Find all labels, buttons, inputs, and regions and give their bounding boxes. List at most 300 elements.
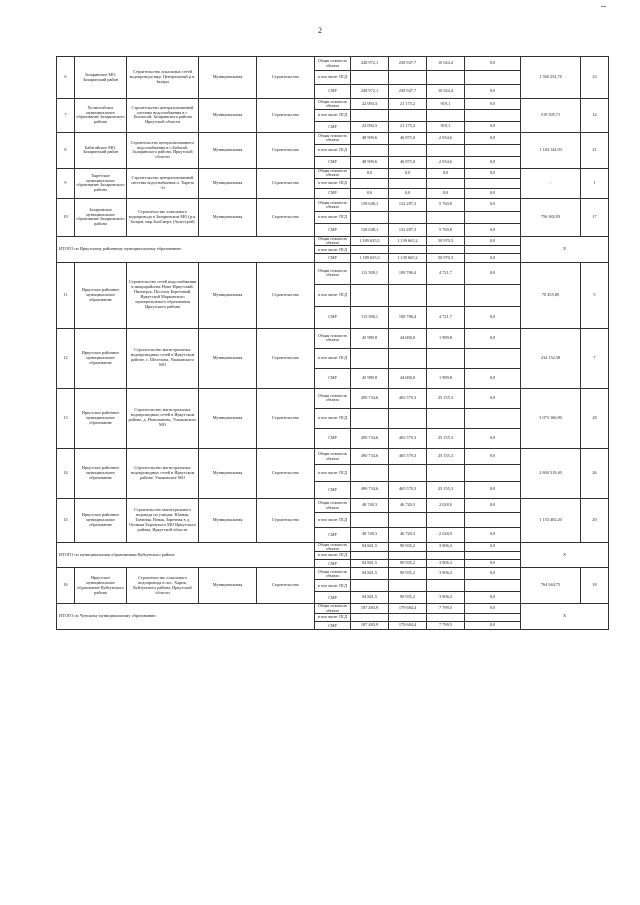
value-cell-b: 1 139 665,2: [389, 254, 427, 262]
table-row: [57, 568, 609, 580]
table-row: [57, 198, 609, 211]
summary-label: ИТОГО по Иркутскому районному муниципальному образованию:: [57, 236, 315, 262]
value-cell-a: 45 989,8: [351, 368, 389, 388]
count-cell: 23: [581, 57, 609, 99]
value-cell-a: 1 189 635,5: [351, 236, 389, 245]
ownership-cell: Муниципальная: [199, 262, 257, 328]
work-type-cell: Строительство: [257, 568, 315, 604]
ownership-cell: Муниципальная: [199, 498, 257, 542]
work-type-cell: Строительство: [257, 448, 315, 498]
row-number: 9: [57, 168, 75, 198]
value-cell-a: [351, 284, 389, 306]
amount-cell: 3 073 166,90: [521, 388, 581, 448]
value-cell-c: [427, 110, 465, 121]
value-cell-d: [465, 110, 521, 121]
value-cell-c: 919,1: [427, 121, 465, 132]
ownership-cell: Муниципальная: [199, 57, 257, 99]
value-cell-a: [351, 144, 389, 156]
value-cell-a: 48 748,3: [351, 498, 389, 513]
value-cell-b: 90 935,2: [389, 592, 427, 604]
amount-cell: 519 505,71: [521, 99, 581, 133]
row-number: 11: [57, 262, 75, 328]
cost-type-label: СМР: [315, 85, 351, 99]
amount-cell: 234 152,38: [521, 328, 581, 388]
object-cell: Строительство централизованного водоснабжения в с.Бабагай, Заларинского района, Иркутской области: [127, 132, 199, 168]
value-cell-c: [427, 178, 465, 188]
value-cell-d: 0,0: [465, 528, 521, 543]
cost-type-label: СМР: [315, 306, 351, 328]
cost-type-label: СМР: [315, 188, 351, 198]
value-cell-a: 113 508,1: [351, 306, 389, 328]
row-number: 12: [57, 328, 75, 388]
value-cell-b: 90 935,2: [389, 542, 427, 551]
value-cell-b: 46 720,3: [389, 498, 427, 513]
value-cell-d: 0,0: [465, 306, 521, 328]
value-cell-d: 0,0: [465, 254, 521, 262]
municipality-cell: Холмогойское муниципальное образование Заларинского района: [75, 99, 127, 133]
object-cell: Строительство локальных сетей водопровода мкр. Центральный р.п. Залари: [127, 57, 199, 99]
ownership-cell: Муниципальная: [199, 568, 257, 604]
table-row: [57, 99, 609, 110]
value-cell-d: [465, 513, 521, 528]
work-type-cell: Строительство: [257, 388, 315, 448]
cost-type-label: в том числе: ПСД: [315, 246, 351, 254]
page-number: 2: [318, 26, 322, 35]
value-cell-c: [427, 551, 465, 559]
cost-type-label: в том числе: ПСД: [315, 211, 351, 224]
cost-type-label: СМР: [315, 621, 351, 629]
summary-row: [57, 542, 609, 551]
count-cell: 1: [581, 168, 609, 198]
value-cell-a: [351, 110, 389, 121]
value-cell-c: 0,0: [427, 188, 465, 198]
value-cell-b: 21 175,2: [389, 121, 427, 132]
value-cell-c: [427, 144, 465, 156]
value-cell-c: 4 721,7: [427, 262, 465, 284]
ownership-cell: Муниципальная: [199, 328, 257, 388]
ownership-cell: Муниципальная: [199, 448, 257, 498]
value-cell-a: [351, 211, 389, 224]
table-row: [57, 448, 609, 465]
value-cell-b: [389, 178, 427, 188]
value-cell-b: [389, 211, 427, 224]
cost-type-label: СМР: [315, 528, 351, 543]
work-type-cell: Строительство: [257, 132, 315, 168]
table-row: [57, 57, 609, 71]
value-cell-d: [465, 211, 521, 224]
value-cell-c: [427, 513, 465, 528]
cost-type-label: СМР: [315, 368, 351, 388]
value-cell-b: 465 579,3: [389, 448, 427, 465]
value-cell-c: 0,0: [427, 168, 465, 178]
value-cell-c: 2 028,0: [427, 498, 465, 513]
value-cell-a: 45 989,8: [351, 328, 389, 348]
value-cell-d: 0,0: [465, 236, 521, 245]
cost-type-label: в том числе: ПСД: [315, 408, 351, 428]
value-cell-a: 490 734,6: [351, 482, 389, 499]
value-cell-c: 4 721,7: [427, 306, 465, 328]
value-cell-c: [427, 284, 465, 306]
table-row: [57, 498, 609, 513]
value-cell-a: [351, 513, 389, 528]
value-cell-b: 44 000,0: [389, 368, 427, 388]
amount-cell: 70 455,80: [521, 262, 581, 328]
value-cell-c: 5 760,8: [427, 224, 465, 237]
amount-cell: 1 153 402,20: [521, 498, 581, 542]
work-type-cell: Строительство: [257, 99, 315, 133]
value-cell-b: 465 579,3: [389, 428, 427, 448]
object-cell: Строительство централизованной системы водоснабжения п. Тыреть -1е: [127, 168, 199, 198]
value-cell-c: [427, 246, 465, 254]
value-cell-d: 0,0: [465, 592, 521, 604]
value-cell-c: 3 906,3: [427, 542, 465, 551]
row-number: 7: [57, 99, 75, 133]
value-cell-d: [465, 551, 521, 559]
value-cell-a: 248 972,1: [351, 57, 389, 71]
value-cell-d: 0,0: [465, 448, 521, 465]
value-cell-d: 0,0: [465, 568, 521, 580]
municipality-cell: Заларинское муниципальное образование Заларинского района: [75, 198, 127, 236]
summary-x-cell: X: [521, 604, 609, 630]
value-cell-a: 22 094,3: [351, 121, 389, 132]
value-cell-a: 94 841,5: [351, 568, 389, 580]
value-cell-d: [465, 348, 521, 368]
cost-type-label: в том числе: ПСД: [315, 348, 351, 368]
cost-type-label: Общая стоимость объекта: [315, 99, 351, 110]
row-number: 14: [57, 448, 75, 498]
ownership-cell: Муниципальная: [199, 388, 257, 448]
value-cell-c: 1 989,8: [427, 368, 465, 388]
value-cell-c: 3 906,3: [427, 560, 465, 568]
value-cell-b: [389, 144, 427, 156]
table-row: [57, 168, 609, 178]
value-cell-c: 50 970,3: [427, 254, 465, 262]
value-cell-b: [389, 71, 427, 85]
value-cell-a: 490 734,6: [351, 448, 389, 465]
municipality-cell: Заларинское МО, Заларинский район: [75, 57, 127, 99]
value-cell-d: 0,0: [465, 542, 521, 551]
value-cell-b: [389, 408, 427, 428]
row-number: 6: [57, 57, 75, 99]
projects-table: [56, 56, 609, 630]
value-cell-d: [465, 408, 521, 428]
value-cell-c: [427, 408, 465, 428]
municipality-cell: Бабагайское МО, Заларинский район: [75, 132, 127, 168]
value-cell-c: 25 155,3: [427, 388, 465, 408]
row-number: 10: [57, 198, 75, 236]
cost-type-label: СМР: [315, 121, 351, 132]
count-cell: 17: [581, 198, 609, 236]
ownership-cell: Муниципальная: [199, 99, 257, 133]
value-cell-b: 1 139 665,2: [389, 236, 427, 245]
cost-type-label: СМР: [315, 224, 351, 237]
value-cell-a: 48 909,6: [351, 132, 389, 144]
value-cell-b: 132 287,3: [389, 224, 427, 237]
object-cell: Строительство локального водопровода в Заларинском МО (р.п. Залари, мкр.ЗилСмерт, (Залестрой): [127, 198, 199, 236]
value-cell-b: 46 720,3: [389, 528, 427, 543]
value-cell-b: 90 935,2: [389, 568, 427, 580]
value-cell-d: [465, 465, 521, 482]
object-cell: Строительство магистрального водовода по улицам: Южная, Таёжная, Новая, Заречная в д. Огоньки Боровского МО Иркутского района, Иркутской области: [127, 498, 199, 542]
work-type-cell: Строительство: [257, 198, 315, 236]
value-cell-b: 238 947,7: [389, 85, 427, 99]
table-row: [57, 328, 609, 348]
count-cell: 21: [581, 132, 609, 168]
row-number: 15: [57, 498, 75, 542]
value-cell-b: [389, 551, 427, 559]
summary-label: ИТОГО по муниципальным образованиям Куйтунского района: [57, 542, 315, 568]
cost-type-label: в том числе: ПСД: [315, 580, 351, 592]
value-cell-a: 0,0: [351, 188, 389, 198]
value-cell-a: 48 909,6: [351, 156, 389, 168]
value-cell-c: [427, 71, 465, 85]
value-cell-b: 238 947,7: [389, 57, 427, 71]
value-cell-a: 187 483,9: [351, 621, 389, 629]
work-type-cell: Строительство: [257, 498, 315, 542]
row-number: 16: [57, 568, 75, 604]
value-cell-a: [351, 465, 389, 482]
value-cell-c: 7 799,5: [427, 621, 465, 629]
value-cell-b: 179 684,4: [389, 604, 427, 613]
object-cell: Строительство магистральных водопроводных сетей в Иркутском районе, Ушаковское МО: [127, 448, 199, 498]
ownership-cell: Муниципальная: [199, 168, 257, 198]
amount-cell: 756 382,93: [521, 198, 581, 236]
value-cell-a: [351, 246, 389, 254]
value-cell-b: 21 175,2: [389, 99, 427, 110]
municipality-cell: Иркутское районное муниципальное образование: [75, 498, 127, 542]
value-cell-b: 179 684,4: [389, 621, 427, 629]
municipality-cell: Тыретское муниципальное образование Заларинского района: [75, 168, 127, 198]
value-cell-a: 94 841,5: [351, 592, 389, 604]
value-cell-b: 0,0: [389, 168, 427, 178]
value-cell-b: [389, 580, 427, 592]
value-cell-d: 0,0: [465, 99, 521, 110]
value-cell-c: [427, 465, 465, 482]
value-cell-a: 248 972,1: [351, 85, 389, 99]
value-cell-b: 465 579,3: [389, 388, 427, 408]
cost-type-label: Общая стоимость объекта: [315, 57, 351, 71]
municipality-cell: Иркутское районное муниципальное образование: [75, 388, 127, 448]
work-type-cell: Строительство: [257, 262, 315, 328]
count-cell: 20: [581, 498, 609, 542]
cost-type-label: Общая стоимость объекта: [315, 262, 351, 284]
value-cell-d: 0,0: [465, 132, 521, 144]
value-cell-b: 90 935,2: [389, 560, 427, 568]
municipality-cell: Иркутское районное муниципальное образование: [75, 262, 127, 328]
cost-type-label: в том числе: ПСД: [315, 144, 351, 156]
value-cell-a: [351, 613, 389, 621]
value-cell-a: 94 841,5: [351, 560, 389, 568]
value-cell-b: 44 000,0: [389, 328, 427, 348]
value-cell-b: 108 786,4: [389, 262, 427, 284]
cost-type-label: Общая стоимость объекта: [315, 448, 351, 465]
municipality-cell: Иркутское районное муниципальное образование: [75, 328, 127, 388]
amount-cell: 764 944,75: [521, 568, 581, 604]
value-cell-b: 465 579,3: [389, 482, 427, 499]
cost-type-label: СМР: [315, 254, 351, 262]
corner-mark: [601, 6, 606, 7]
cost-type-label: в том числе: ПСД: [315, 178, 351, 188]
value-cell-c: 2 034,6: [427, 132, 465, 144]
value-cell-d: 0,0: [465, 156, 521, 168]
value-cell-a: [351, 178, 389, 188]
cost-type-label: Общая стоимость объекта: [315, 132, 351, 144]
cost-type-label: Общая стоимость объекта: [315, 236, 351, 245]
value-cell-a: 138 048,1: [351, 198, 389, 211]
table-row: [57, 132, 609, 144]
value-cell-c: 25 155,3: [427, 482, 465, 499]
object-cell: Строительство магистральных водопроводных сетей в Иркутском районе, с. Шелехова, Ушаковского МО: [127, 328, 199, 388]
value-cell-d: 0,0: [465, 57, 521, 71]
value-cell-c: 1 989,8: [427, 328, 465, 348]
count-cell: 5: [581, 262, 609, 328]
value-cell-c: 10 024,4: [427, 85, 465, 99]
value-cell-b: 46 875,0: [389, 132, 427, 144]
value-cell-a: 22 094,3: [351, 99, 389, 110]
value-cell-b: [389, 513, 427, 528]
value-cell-d: [465, 71, 521, 85]
value-cell-d: [465, 144, 521, 156]
work-type-cell: Строительство: [257, 168, 315, 198]
value-cell-b: [389, 465, 427, 482]
value-cell-d: 0,0: [465, 498, 521, 513]
object-cell: Строительство централизованной системы водоснабжения в с. Холмогой, Заларинского района Иркутской области: [127, 99, 199, 133]
value-cell-d: 0,0: [465, 262, 521, 284]
value-cell-c: 3 906,3: [427, 592, 465, 604]
value-cell-c: 50 970,3: [427, 236, 465, 245]
cost-type-label: в том числе: ПСД: [315, 110, 351, 121]
value-cell-a: 138 048,1: [351, 224, 389, 237]
value-cell-d: [465, 613, 521, 621]
value-cell-b: [389, 284, 427, 306]
ownership-cell: Муниципальная: [199, 132, 257, 168]
summary-x-cell: X: [521, 542, 609, 568]
value-cell-d: 0,0: [465, 168, 521, 178]
value-cell-d: [465, 246, 521, 254]
value-cell-d: 0,0: [465, 560, 521, 568]
cost-type-label: Общая стоимость объекта: [315, 604, 351, 613]
value-cell-b: [389, 613, 427, 621]
amount-cell: -: [521, 168, 581, 198]
value-cell-d: [465, 178, 521, 188]
value-cell-d: 0,0: [465, 328, 521, 348]
count-cell: 18: [581, 568, 609, 604]
value-cell-a: 490 734,6: [351, 388, 389, 408]
amount-cell: 1 184 142,93: [521, 132, 581, 168]
count-cell: 28: [581, 388, 609, 448]
count-cell: 12: [581, 99, 609, 133]
summary-row: [57, 236, 609, 245]
row-number: 13: [57, 388, 75, 448]
cost-type-label: Общая стоимость объекта: [315, 198, 351, 211]
work-type-cell: Строительство: [257, 328, 315, 388]
cost-type-label: Общая стоимость объекта: [315, 498, 351, 513]
value-cell-d: [465, 284, 521, 306]
work-type-cell: Строительство: [257, 57, 315, 99]
value-cell-a: 490 734,6: [351, 428, 389, 448]
municipality-cell: Иркутское муниципальное образование Куйтунского района: [75, 568, 127, 604]
value-cell-d: 0,0: [465, 224, 521, 237]
value-cell-a: 94 841,5: [351, 542, 389, 551]
cost-type-label: в том числе: ПСД: [315, 513, 351, 528]
value-cell-d: [465, 580, 521, 592]
cost-type-label: Общая стоимость объекта: [315, 568, 351, 580]
cost-type-label: СМР: [315, 156, 351, 168]
cost-type-label: Общая стоимость объекта: [315, 542, 351, 551]
value-cell-b: 108 786,4: [389, 306, 427, 328]
summary-x-cell: X: [521, 236, 609, 262]
value-cell-a: 48 748,3: [351, 528, 389, 543]
value-cell-d: 0,0: [465, 368, 521, 388]
value-cell-b: 46 875,0: [389, 156, 427, 168]
value-cell-c: 25 155,3: [427, 428, 465, 448]
cost-type-label: Общая стоимость объекта: [315, 328, 351, 348]
cost-type-label: в том числе: ПСД: [315, 613, 351, 621]
value-cell-c: 919,1: [427, 99, 465, 110]
value-cell-c: 10 024,4: [427, 57, 465, 71]
value-cell-a: 0,0: [351, 168, 389, 178]
value-cell-c: [427, 613, 465, 621]
summary-label: ИТОГО по Чунскому муниципальному образованию:: [57, 604, 315, 630]
amount-cell: 1 560 252,76: [521, 57, 581, 99]
object-cell: Строительство сетей водоснабжения в микрорайонах Ново-Иркутский, Пионерск, Поселок Березовый, Иркутской Марковского муниципального образования Иркутского района: [127, 262, 199, 328]
value-cell-d: 0,0: [465, 621, 521, 629]
value-cell-a: [351, 551, 389, 559]
cost-type-label: СМР: [315, 428, 351, 448]
municipality-cell: Иркутское районное муниципальное образование: [75, 448, 127, 498]
value-cell-b: 0,0: [389, 188, 427, 198]
cost-type-label: в том числе: ПСД: [315, 284, 351, 306]
value-cell-c: [427, 211, 465, 224]
value-cell-a: 187 483,9: [351, 604, 389, 613]
value-cell-d: 0,0: [465, 388, 521, 408]
object-cell: Строительство магистральных водопроводных сетей в Иркутском районе, д. Новолыново, Ушаковского МО: [127, 388, 199, 448]
value-cell-c: 2 028,0: [427, 528, 465, 543]
cost-type-label: в том числе: ПСД: [315, 551, 351, 559]
value-cell-d: 0,0: [465, 188, 521, 198]
summary-row: [57, 604, 609, 613]
value-cell-a: 1 189 635,5: [351, 254, 389, 262]
value-cell-d: 0,0: [465, 198, 521, 211]
value-cell-d: 0,0: [465, 428, 521, 448]
value-cell-b: [389, 246, 427, 254]
value-cell-b: [389, 110, 427, 121]
cost-type-label: СМР: [315, 592, 351, 604]
count-cell: 26: [581, 448, 609, 498]
row-number: 8: [57, 132, 75, 168]
value-cell-b: 132 287,3: [389, 198, 427, 211]
value-cell-c: 5 760,8: [427, 198, 465, 211]
value-cell-d: 0,0: [465, 85, 521, 99]
value-cell-d: 0,0: [465, 482, 521, 499]
value-cell-a: [351, 580, 389, 592]
amount-cell: 2 694 319,40: [521, 448, 581, 498]
cost-type-label: СМР: [315, 560, 351, 568]
value-cell-c: 7 799,5: [427, 604, 465, 613]
value-cell-c: [427, 348, 465, 368]
value-cell-b: [389, 348, 427, 368]
value-cell-a: 113 508,1: [351, 262, 389, 284]
value-cell-c: 25 155,3: [427, 448, 465, 465]
value-cell-a: [351, 348, 389, 368]
value-cell-c: [427, 580, 465, 592]
value-cell-c: 2 034,6: [427, 156, 465, 168]
table-row: [57, 388, 609, 408]
value-cell-a: [351, 71, 389, 85]
value-cell-d: 0,0: [465, 604, 521, 613]
ownership-cell: Муниципальная: [199, 198, 257, 236]
value-cell-c: 3 906,3: [427, 568, 465, 580]
